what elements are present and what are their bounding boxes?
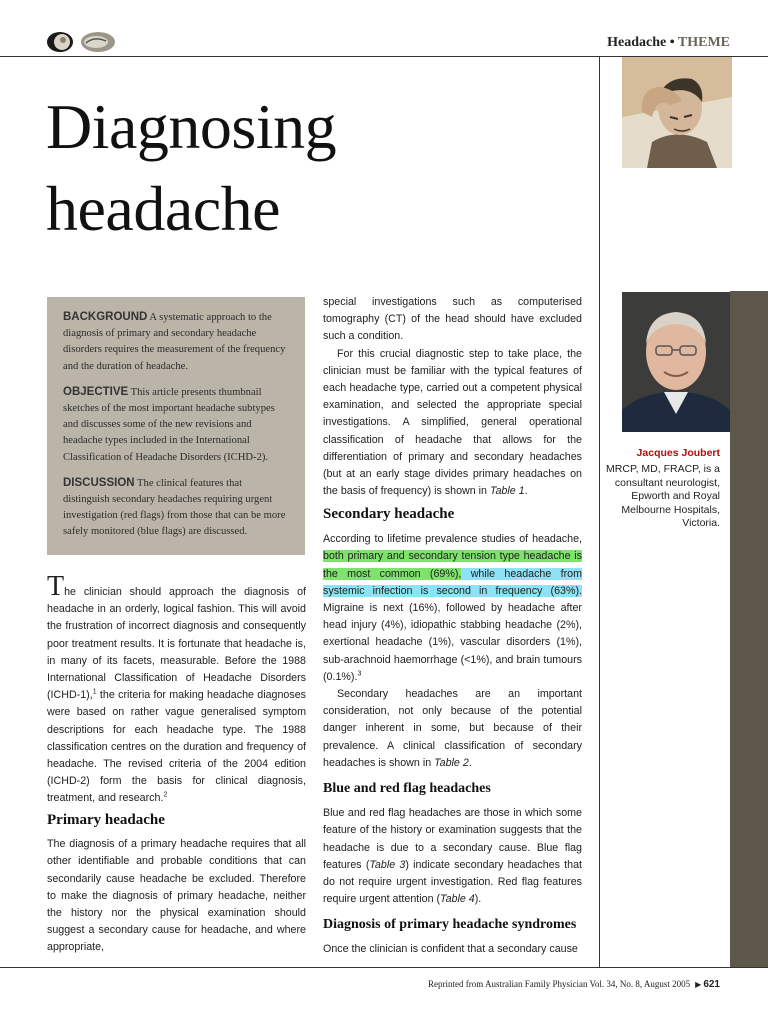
table-4-ref: Table 4 [440, 893, 475, 906]
abstract-box [47, 297, 305, 555]
flags-p-c: ). [474, 893, 482, 906]
primary-heading: Primary headache [47, 812, 165, 828]
col2-para2-end: . [524, 485, 528, 498]
intro-paragraph [47, 571, 306, 808]
author-name: Jacques Joubert [636, 447, 720, 459]
footer [428, 979, 720, 990]
table-3-ref: Table 3 [369, 858, 406, 871]
background-text: A systematic approach to the diagnosis of primary and secondary headache disorders requires the measurement of the frequency and the duration of headache. [63, 312, 286, 372]
headache-illustration-icon [622, 57, 732, 168]
ref-1: 1 [92, 688, 97, 696]
ref-3: 3 [357, 670, 362, 678]
ref-2: 2 [163, 791, 168, 799]
running-head [607, 35, 730, 51]
syndromes-para: Once the clinician is confident that a secondary cause [323, 942, 578, 955]
highlight-blue: while headache from systemic infection is second in frequency (63%). [323, 567, 583, 597]
footer-citation: Reprinted from Australian Family Physician Vol. 34, No. 8, August 2005 [427, 979, 691, 989]
sidebar-bar [730, 291, 768, 968]
discussion-label: DISCUSSION [63, 476, 135, 489]
table-2-ref: Table 2 [434, 756, 469, 769]
secondary-para1 [323, 531, 582, 686]
secondary-p1-a: According to lifetime prevalence studies of headache, [323, 533, 582, 546]
drop-cap: T [47, 571, 65, 602]
journal-logo-icon [46, 31, 116, 53]
author-photo [622, 292, 730, 432]
col2-continuation: special investigations such as computerised tomography (CT) of the head should have excluded such a condition. [323, 296, 582, 343]
intro-text-b: the criteria for making headache diagnoses were based on rather vague generalised symptom descriptions for each headache type. The 1988 classification centres on the duration and frequency of headache. The revised criteria of the 2004 edition (ICHD-2) form the basis for clinical diagnosis, treatment, and research. [47, 689, 306, 805]
objective-text: This article presents thumbnail sketches of the most important headache subtypes and discusses some of the new revisions and headache types included in the International Classification of Headache Disorders (ICHD-2). [63, 386, 275, 463]
abstract-discussion [63, 475, 291, 541]
secondary-p2-a: Secondary headaches are an important consideration, not only because of the potential danger inherent in some, but because of their prevalence. A clinical classification of secondary headaches is shown in [323, 688, 582, 769]
highlight-green: both primary and secondary tension type headache is the most common (69%), [323, 550, 582, 580]
secondary-p1-b: Migraine is next (16%), followed by headache after head injury (4%), idiopathic stabbing headache (2%), exertional headache (1%), vascular disorders (1%), sub-arachnoid haemorrhage (<1%), and brain tumours (0.1%). [323, 602, 582, 683]
primary-text: The diagnosis of a primary headache requires that all other identifiable and probable conditions that can secondarily cause headache be excluded. Therefore to make the diagnosis of primary headache, neither the history nor the physical examination should suggest a secondary cause for headache, and where appropriate, [47, 838, 306, 954]
objective-label: OBJECTIVE [63, 385, 129, 398]
running-head-theme: THEME [677, 35, 730, 50]
flags-heading: Blue and red flag headaches [323, 781, 491, 797]
discussion-text: The clinical features that distinguish secondary headaches requiring urgent investigation (red flags) from those that can be more safely monitored (blue flags) are discussed. [63, 477, 286, 538]
running-head-bullet: • [669, 35, 675, 50]
syndromes-heading: Diagnosis of primary headache syndromes [323, 917, 577, 933]
flags-para [323, 805, 582, 908]
col2-top [323, 294, 582, 500]
intro-text-a: he clinician should approach the diagnosis of headache in an orderly, logical fashion. This will avoid the frustration of incorrect diagnosis and consequently poor treatment results. It is fortunate that headache is, in many of its facets, measurable. Before the 1988 International Classification of Headache Disorders (ICHD-1), [47, 586, 306, 702]
flags-p-b: ) indicate secondary headaches that do not require urgent investigation. Red flag features require urgent attention ( [323, 858, 582, 906]
flags-p-a: Blue and red flag headaches are those in which some feature of the history or examination suggests that the headache is due to a secondary cause. Blue flag features ( [323, 807, 582, 871]
abstract-objective [63, 384, 291, 466]
background-label: BACKGROUND [63, 311, 148, 323]
bottom-rule [0, 967, 768, 968]
page-number: 621 [703, 979, 720, 990]
abstract-background [63, 309, 291, 375]
article-title [46, 86, 336, 250]
play-arrow-icon: ▶ [695, 980, 702, 989]
col2-para2 [323, 346, 582, 501]
col2-para2-text: For this crucial diagnostic step to take place, the clinician must be familiar with the typical features of each headache type, carried out a competent physical examination, and selected the appropriate special investigations. A simplified, general operational classification of headache that allows for the differentiation of primary and secondary headaches (but at an early stage divides primary headaches on the basis of frequency) is shown in [323, 347, 582, 498]
author-bio: MRCP, MD, FRACP, is a consultant neurologist, Epworth and Royal Melbourne Hospitals, Victoria. [606, 463, 720, 529]
secondary-p2-end: . [468, 756, 472, 769]
table-1-ref: Table 1 [489, 485, 525, 498]
running-head-section: Headache [607, 35, 667, 50]
title-line-1: Diagnosing [46, 91, 337, 162]
primary-headache-section [47, 812, 306, 957]
title-line-2: headache [46, 173, 281, 244]
secondary-para2 [323, 686, 582, 772]
secondary-heading: Secondary headache [323, 506, 455, 522]
col2-sections [323, 506, 582, 958]
